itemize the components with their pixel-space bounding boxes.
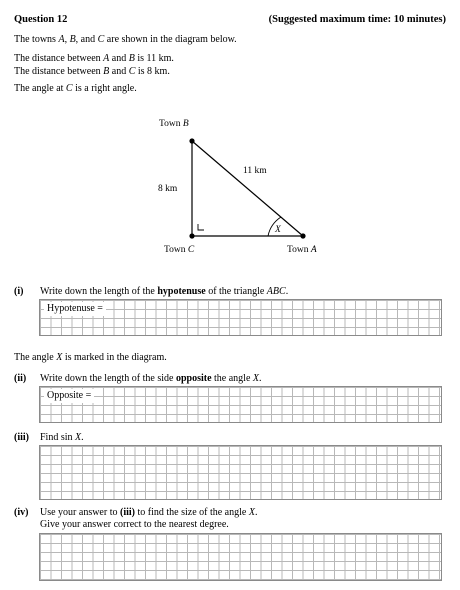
town-b-point — [189, 138, 194, 143]
part-ii-number: (ii) — [14, 373, 27, 384]
side-ab-label: 11 km — [243, 166, 267, 176]
town-c-label: Town C — [164, 245, 195, 255]
part-iii-number: (iii) — [14, 432, 29, 443]
part-iv-question: Use your answer to (iii) to find the size of the angle X. — [40, 507, 258, 518]
hypotenuse-label: Hypotenuse = — [44, 302, 106, 316]
side-ab — [192, 141, 303, 236]
part-i-number: (i) — [14, 286, 24, 297]
intro-line-4: The angle at C is a right angle. — [14, 83, 137, 94]
part-iii-answer-grid[interactable] — [39, 445, 442, 500]
angle-x-label: X — [275, 225, 281, 235]
town-a-label: Town A — [287, 245, 317, 255]
part-iv-answer-grid[interactable] — [39, 533, 442, 581]
interlude-text: The angle X is marked in the diagram. — [14, 352, 167, 363]
right-angle-marker — [198, 224, 204, 230]
part-iv-instruction: Give your answer correct to the nearest degree. — [40, 519, 229, 530]
side-bc-label: 8 km — [158, 184, 178, 194]
intro-line-2: The distance between A and B is 11 km. — [14, 53, 174, 64]
question-number: Question 12 — [14, 14, 68, 25]
time-note: (Suggested maximum time: 10 minutes) — [268, 14, 446, 25]
part-iii-question: Find sin X. — [40, 432, 84, 443]
part-ii-answer-grid[interactable] — [39, 386, 442, 423]
part-ii-question: Write down the length of the side opposite the angle X. — [40, 373, 262, 384]
part-iv-number: (iv) — [14, 507, 29, 518]
part-i-question: Write down the length of the hypotenuse of the triangle ABC. — [40, 286, 289, 297]
triangle-diagram — [0, 0, 460, 270]
town-a-point — [300, 233, 305, 238]
opposite-label: Opposite = — [44, 389, 94, 403]
town-b-label: Town B — [159, 119, 189, 129]
intro-line-1: The towns A, B, and C are shown in the diagram below. — [14, 34, 237, 45]
intro-line-3: The distance between B and C is 8 km. — [14, 66, 170, 77]
town-c-point — [189, 233, 194, 238]
